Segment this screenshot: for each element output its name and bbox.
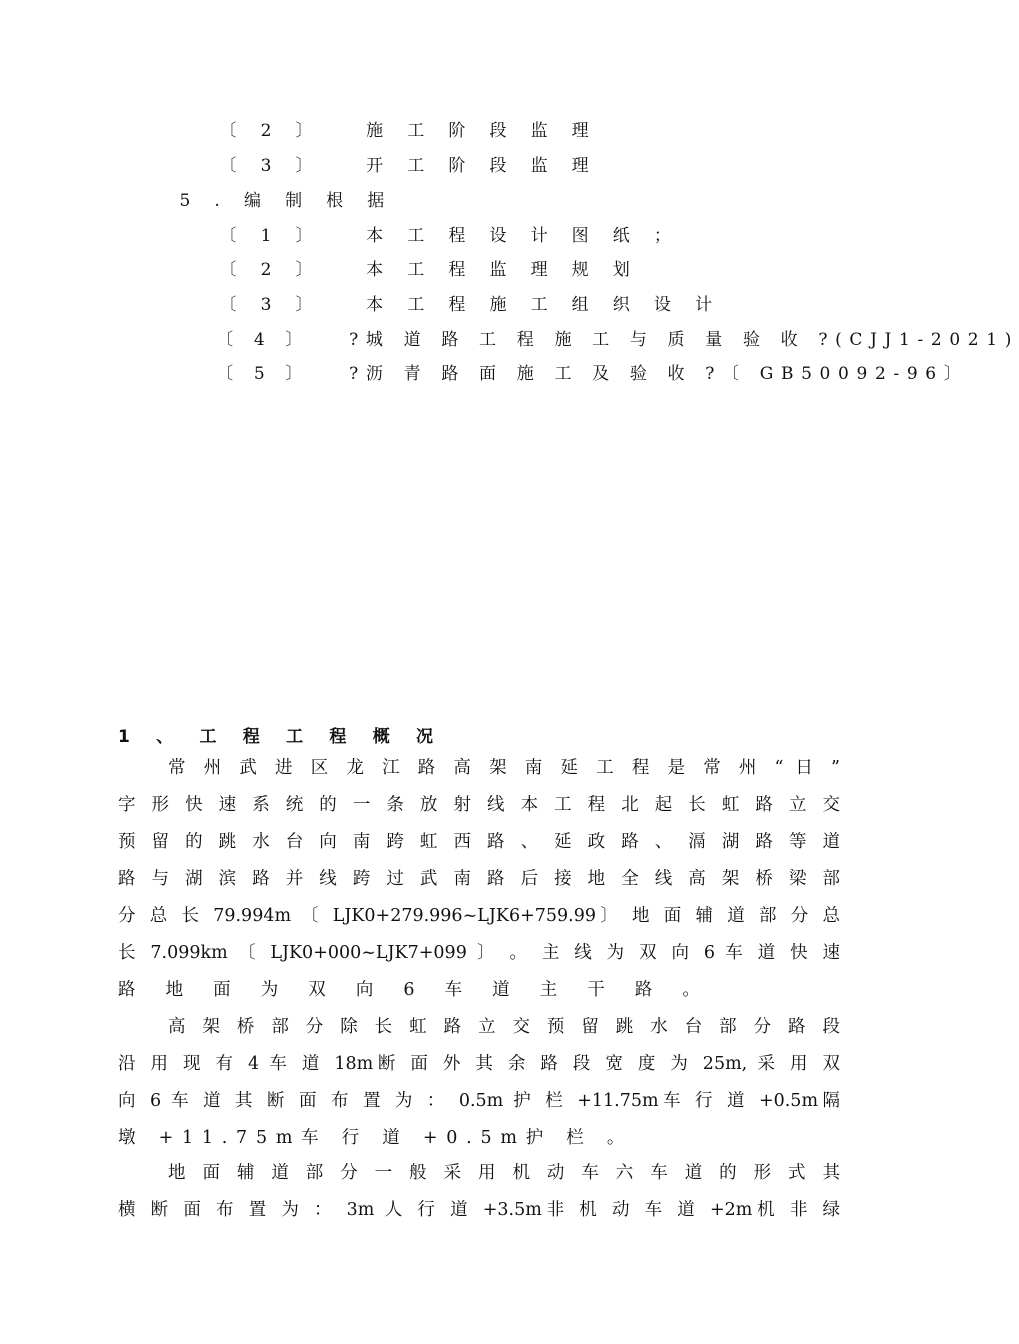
list-number: 〔 2 〕 — [219, 121, 322, 141]
paragraph-line: 地 面 辅 道 部 分 一 般 采 用 机 动 车 六 车 道 的 形 式 其 — [168, 1163, 840, 1183]
list-text: ?城 道 路 工 程 施 工 与 质 量 验 收 ?(CJJ1-2021) — [349, 330, 1019, 350]
section-number: 5 . — [179, 191, 230, 211]
list-item — [190, 275, 721, 315]
paragraph — [118, 750, 840, 1009]
list-number: 〔 3 〕 — [219, 295, 322, 315]
paragraph-line: 横 断 面 布 置 为 ： 3m 人 行 道 +3.5m非 机 动 车 道 +2m机 非 绿 — [118, 1200, 840, 1220]
list-number: 〔 4 〕 — [216, 330, 310, 350]
list-item — [190, 101, 598, 141]
list-number: 〔 2 〕 — [219, 260, 322, 280]
paragraph-line: 路 与 湖 滨 路 并 线 跨 过 武 南 路 后 接 地 全 线 高 架 桥 梁 部 — [118, 869, 840, 889]
list-text: 本 工 程 设 计 图 纸 ； — [366, 226, 681, 246]
list-number: 〔 1 〕 — [219, 226, 322, 246]
list-item — [190, 240, 639, 280]
paragraph — [118, 1155, 840, 1229]
paragraph-line: 沿 用 现 有 4 车 道 18m断 面 外 其 余 路 段 宽 度 为 25m, 采 用 双 — [118, 1054, 840, 1074]
chapter-heading: 1 、 工 程 工 程 概 况 — [118, 727, 444, 747]
paragraph — [118, 1009, 840, 1157]
paragraph-line: 墩 +11.75m车 行 道 +0.5m护 栏 。 — [118, 1128, 634, 1148]
list-text: 施 工 阶 段 监 理 — [366, 121, 599, 141]
section-title: 编 制 根 据 — [243, 191, 394, 211]
paragraph-line: 常 州 武 进 区 龙 江 路 高 架 南 延 工 程 是 常 州 “ 日 ” — [168, 758, 840, 778]
list-text: 本 工 程 监 理 规 划 — [366, 260, 640, 280]
list-text: 开 工 阶 段 监 理 — [366, 156, 599, 176]
paragraph-line: 字 形 快 速 系 统 的 一 条 放 射 线 本 工 程 北 起 长 虹 路 立 交 — [118, 795, 840, 815]
paragraph-line: 向 6 车 道 其 断 面 布 置 为 ： 0.5m 护 栏 +11.75m车 行 道 +0.5m隔 — [118, 1091, 840, 1111]
paragraph-line: 长 7.099km 〔 LJK0+000~LJK7+099 〕 。 主 线 为 双 向 6 车 道 快 速 — [118, 943, 840, 963]
paragraph-line: 分 总 长 79.994m 〔 LJK0+279.996~LJK6+759.99〕 地 面 辅 道 部 分 总 — [118, 906, 840, 926]
list-text: 本 工 程 施 工 组 织 设 计 — [366, 295, 722, 315]
list-text: ?沥 青 路 面 施 工 及 验 收 ?〔 GB50092-96〕 — [349, 364, 969, 384]
paragraph-line: 预 留 的 跳 水 台 向 南 跨 虹 西 路 、 延 政 路 、 滆 湖 路 等 道 — [118, 832, 840, 852]
paragraph-line: 高 架 桥 部 分 除 长 虹 路 立 交 预 留 跳 水 台 部 分 路 段 — [168, 1017, 840, 1037]
list-item — [190, 136, 598, 176]
paragraph-line: 路 地 面 为 双 向 6 车 道 主 干 路 。 — [118, 980, 713, 1000]
list-number: 〔 3 〕 — [219, 156, 322, 176]
list-item — [190, 344, 968, 384]
list-number: 〔 5 〕 — [216, 364, 310, 384]
section-heading — [150, 171, 394, 211]
